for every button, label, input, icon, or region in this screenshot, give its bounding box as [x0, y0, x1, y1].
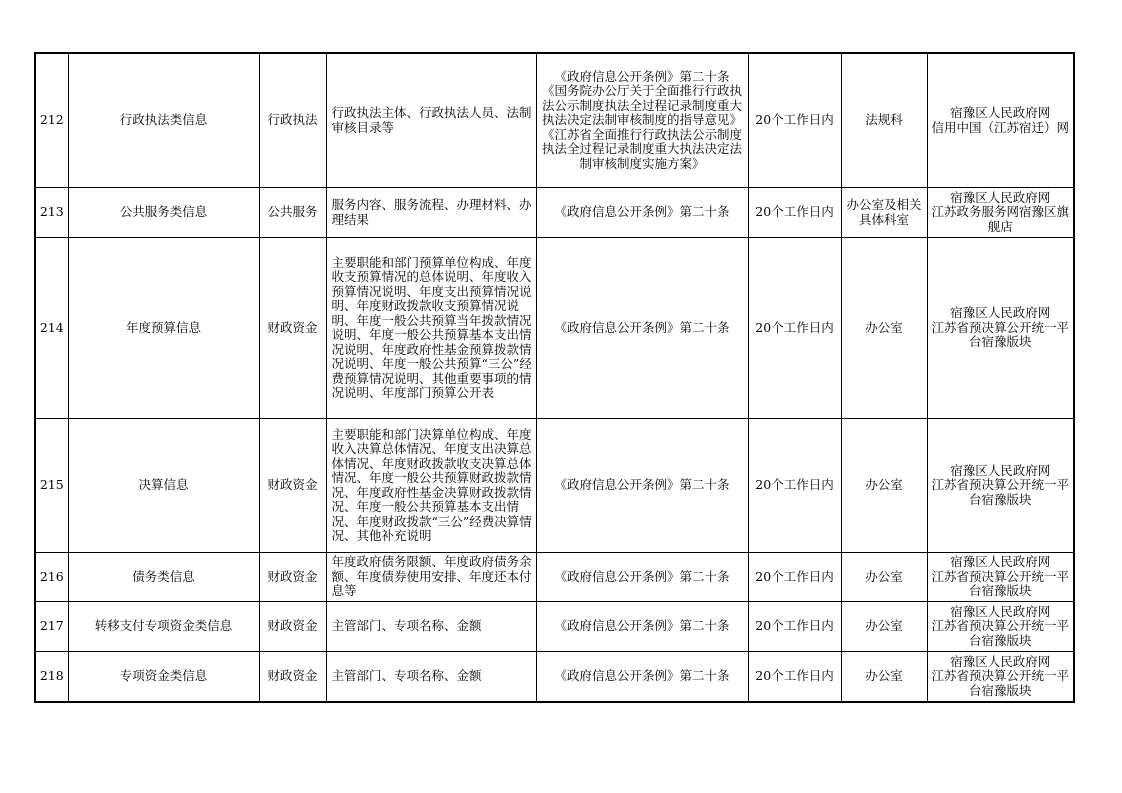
time-limit-text: 20个工作日内 — [755, 205, 834, 220]
legal-basis-cell — [536, 602, 748, 652]
info-category-text: 年度预算信息 — [125, 320, 201, 335]
responsible-department-cell — [841, 188, 927, 238]
info-content-text: 主要职能和部门决算单位构成、年度收入决算总体情况、年度支出决算总体情况、年度财政拨款收支决算总体情况、年度一般公共预算财政拨款情况、年度政府性基金决算财政拨款情况、年度一般公共预算基本支出情况、年度财政拨款“三公”经费决算情况、其他补充说明 — [331, 427, 532, 543]
publication-channel-text: 宿豫区人民政府网 — [950, 463, 1051, 478]
time-limit-cell — [748, 53, 841, 188]
publication-channel-text: 宿豫区人民政府网 — [950, 306, 1051, 321]
publication-channel-text: 宿豫区人民政府网 — [950, 190, 1051, 205]
legal-basis-text: 《政府信息公开条例》第二十条 — [554, 320, 730, 335]
row-number-text: 213 — [39, 205, 64, 220]
responsible-department-cell — [841, 652, 927, 703]
row-number-cell — [35, 238, 68, 419]
info-content-text: 主管部门、专项名称、金额 — [331, 669, 482, 684]
table-row — [35, 419, 1074, 553]
table-row — [35, 602, 1074, 652]
info-category-text: 转移支付专项资金类信息 — [94, 619, 233, 634]
publication-channel-cell — [927, 238, 1074, 419]
row-number-cell — [35, 602, 68, 652]
disclosure-table — [34, 52, 1075, 703]
publication-channel-cell — [927, 553, 1074, 602]
info-content-text: 主要职能和部门预算单位构成、年度收支预算情况的总体说明、年度收入预算情况说明、年度支出预算情况说明、年度财政拨款收支预算情况说明、年度一般公共预算当年拨款情况说明、年度一般公共预算基本支出情况说明、年度政府性基金预算拨款情况说明、年度一般公共预算“三公”经费预算情况说明、其他重要事项的情况说明、年度部门预算公开表 — [331, 255, 532, 400]
info-subcategory-cell — [259, 602, 326, 652]
time-limit-cell — [748, 238, 841, 419]
info-subcategory-text: 财政资金 — [267, 320, 318, 335]
publication-channel-text: 信用中国（江苏宿迁）网 — [931, 119, 1069, 135]
row-number-text: 218 — [39, 669, 64, 684]
publication-channel-text: 宿豫区人民政府网 — [950, 604, 1051, 619]
row-number-cell — [35, 652, 68, 703]
info-category-text: 专项资金类信息 — [119, 669, 208, 684]
responsible-department-cell — [841, 53, 927, 188]
row-number-cell — [35, 553, 68, 602]
legal-basis-text: 《政府信息公开条例》第二十条 — [554, 569, 730, 584]
table-row — [35, 652, 1074, 703]
legal-basis-text: 《江苏省全面推行行政执法公示制度执法全过程记录制度重大执法决定法制审核制度实施方案》 — [541, 126, 742, 171]
responsible-department-cell — [841, 602, 927, 652]
time-limit-text: 20个工作日内 — [755, 113, 834, 128]
info-category-text: 公共服务类信息 — [119, 205, 208, 220]
info-category-text: 债务类信息 — [132, 569, 195, 584]
publication-channel-text: 宿豫区人民政府网 — [950, 555, 1051, 570]
table-row — [35, 238, 1074, 419]
time-limit-cell — [748, 188, 841, 238]
info-category-cell — [68, 602, 259, 652]
legal-basis-text: 《国务院办公厅关于全面推行行政执法公示制度执法全过程记录制度重大执法决定法制审核制度的指导意见》 — [541, 83, 742, 128]
row-number-cell — [35, 53, 68, 188]
time-limit-text: 20个工作日内 — [755, 569, 834, 584]
legal-basis-text: 《政府信息公开条例》第二十条 — [554, 478, 730, 493]
row-number-text: 215 — [39, 478, 64, 493]
time-limit-cell — [748, 652, 841, 703]
info-subcategory-cell — [259, 419, 326, 553]
info-category-cell — [68, 188, 259, 238]
publication-channel-text: 江苏省预决算公开统一平台宿豫版块 — [931, 477, 1069, 507]
responsible-department-cell — [841, 553, 927, 602]
info-content-text: 主管部门、专项名称、金额 — [331, 619, 482, 634]
legal-basis-text: 《政府信息公开条例》第二十条 — [554, 205, 730, 220]
time-limit-text: 20个工作日内 — [755, 320, 834, 335]
info-subcategory-text: 公共服务 — [267, 205, 318, 220]
info-content-text: 年度政府债务限额、年度政府债务余额、年度债券使用安排、年度还本付息等 — [331, 555, 532, 599]
info-subcategory-cell — [259, 652, 326, 703]
info-subcategory-text: 行政执法 — [267, 113, 318, 128]
info-content-cell — [326, 238, 536, 419]
publication-channel-cell — [927, 652, 1074, 703]
legal-basis-cell — [536, 188, 748, 238]
responsible-department-text: 办公室 — [865, 320, 903, 335]
row-number-cell — [35, 188, 68, 238]
info-category-cell — [68, 419, 259, 553]
publication-channel-text: 江苏省预决算公开统一平台宿豫版块 — [931, 568, 1069, 599]
legal-basis-cell — [536, 419, 748, 553]
responsible-department-cell — [841, 419, 927, 553]
info-content-cell — [326, 188, 536, 238]
time-limit-text: 20个工作日内 — [755, 619, 834, 634]
legal-basis-text: 《政府信息公开条例》第二十条 — [554, 619, 730, 634]
table-body — [35, 53, 1074, 702]
publication-channel-text: 江苏省预决算公开统一平台宿豫版块 — [931, 319, 1069, 350]
row-number-text: 212 — [39, 113, 64, 128]
info-content-text: 服务内容、服务流程、办理材料、办理结果 — [331, 198, 532, 227]
responsible-department-text: 办公室 — [865, 569, 903, 584]
legal-basis-cell — [536, 238, 748, 419]
time-limit-cell — [748, 419, 841, 553]
table-row — [35, 53, 1074, 188]
info-subcategory-cell — [259, 188, 326, 238]
legal-basis-text: 《政府信息公开条例》第二十条 — [554, 669, 730, 684]
info-content-cell — [326, 53, 536, 188]
publication-channel-cell — [927, 419, 1074, 553]
publication-channel-text: 江苏省预决算公开统一平台宿豫版块 — [931, 618, 1069, 648]
table-row — [35, 188, 1074, 238]
info-content-text: 行政执法主体、行政执法人员、法制审核目录等 — [331, 106, 532, 135]
publication-channel-cell — [927, 53, 1074, 188]
time-limit-text: 20个工作日内 — [755, 478, 834, 493]
info-content-cell — [326, 419, 536, 553]
time-limit-cell — [748, 602, 841, 652]
legal-basis-cell — [536, 53, 748, 188]
publication-channel-text: 江苏政务服务网宿豫区旗舰店 — [931, 204, 1069, 234]
row-number-cell — [35, 419, 68, 553]
info-subcategory-cell — [259, 238, 326, 419]
publication-channel-text: 宿豫区人民政府网 — [950, 654, 1051, 669]
info-category-cell — [68, 238, 259, 419]
row-number-text: 216 — [39, 569, 64, 584]
publication-channel-cell — [927, 188, 1074, 238]
responsible-department-cell — [841, 238, 927, 419]
info-content-cell — [326, 553, 536, 602]
info-subcategory-text: 财政资金 — [267, 669, 318, 684]
row-number-text: 217 — [39, 619, 64, 634]
info-content-cell — [326, 652, 536, 703]
responsible-department-text: 法规科 — [865, 113, 903, 128]
info-content-cell — [326, 602, 536, 652]
publication-channel-text: 江苏省预决算公开统一平台宿豫版块 — [931, 668, 1069, 698]
responsible-department-text: 办公室 — [865, 478, 903, 493]
legal-basis-cell — [536, 652, 748, 703]
info-subcategory-cell — [259, 53, 326, 188]
info-category-text: 决算信息 — [138, 478, 189, 493]
responsible-department-text: 办公室 — [865, 619, 903, 634]
legal-basis-text: 《政府信息公开条例》第二十条 — [554, 69, 730, 84]
table-row — [35, 553, 1074, 602]
info-category-text: 行政执法类信息 — [119, 113, 208, 128]
info-subcategory-text: 财政资金 — [267, 478, 318, 493]
legal-basis-cell — [536, 553, 748, 602]
info-subcategory-cell — [259, 553, 326, 602]
row-number-text: 214 — [39, 320, 64, 335]
info-subcategory-text: 财政资金 — [267, 569, 318, 584]
time-limit-text: 20个工作日内 — [755, 669, 834, 684]
publication-channel-cell — [927, 602, 1074, 652]
publication-channel-text: 宿豫区人民政府网 — [950, 106, 1051, 120]
responsible-department-text: 办公室 — [865, 669, 903, 684]
time-limit-cell — [748, 553, 841, 602]
info-category-cell — [68, 652, 259, 703]
info-category-cell — [68, 53, 259, 188]
info-category-cell — [68, 553, 259, 602]
responsible-department-text: 办公室及相关具体科室 — [846, 198, 922, 227]
info-subcategory-text: 财政资金 — [267, 619, 318, 634]
